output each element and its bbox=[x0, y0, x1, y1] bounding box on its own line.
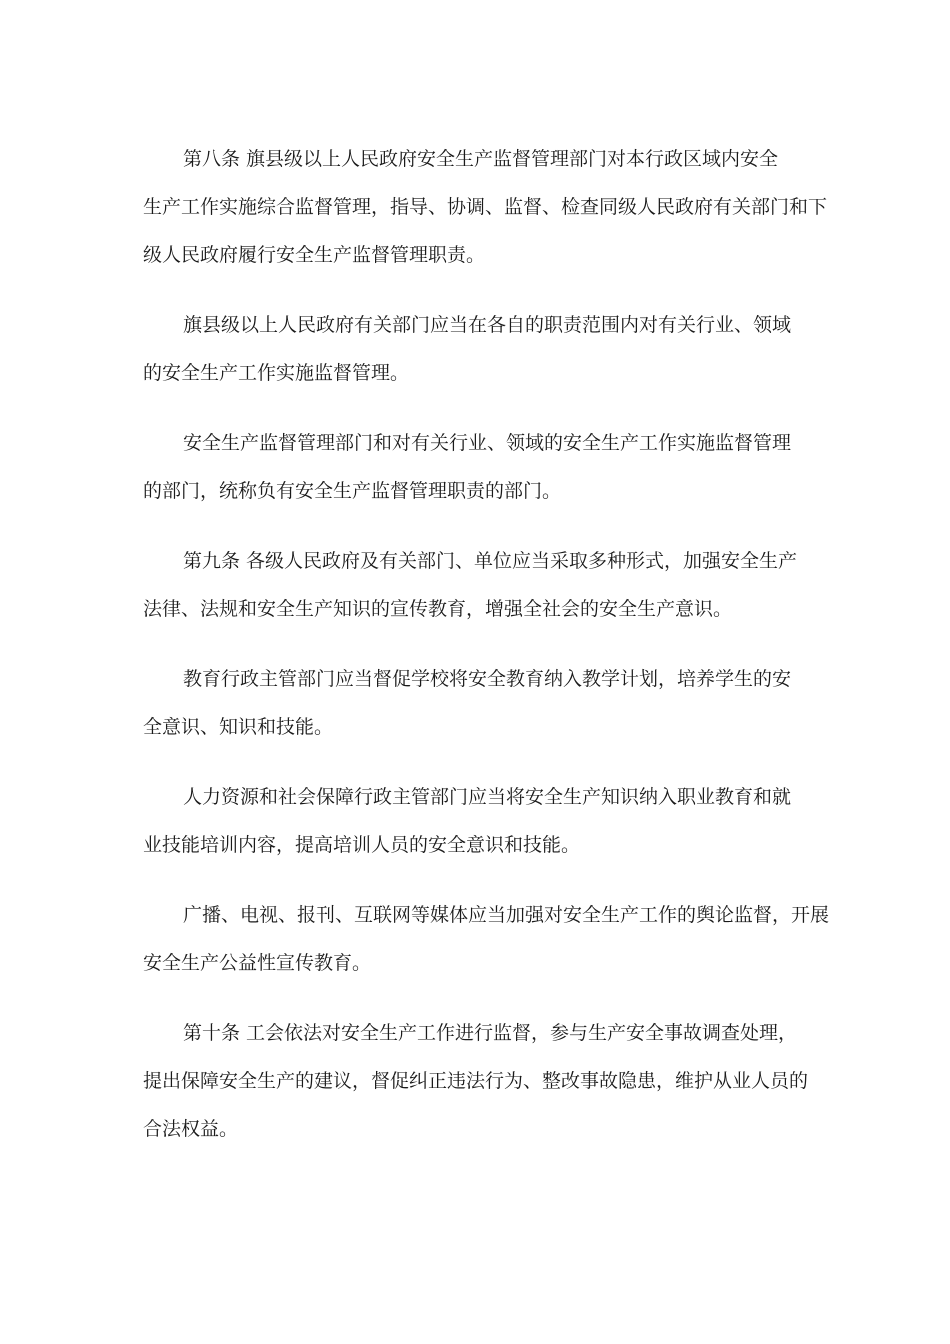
text-line: 第九条 各级人民政府及有关部门、单位应当采取多种形式，加强安全生产 bbox=[183, 550, 798, 572]
text-line: 第十条 工会依法对安全生产工作进行监督，参与生产安全事故调查处理， bbox=[183, 1022, 798, 1044]
text-line: 级人民政府履行安全生产监督管理职责。 bbox=[143, 244, 486, 266]
text-line: 法律、法规和安全生产知识的宣传教育，增强全社会的安全生产意识。 bbox=[143, 598, 733, 620]
text-line: 人力资源和社会保障行政主管部门应当将安全生产知识纳入职业教育和就 bbox=[183, 786, 792, 808]
paragraph-article-9 bbox=[143, 537, 810, 633]
text-line: 广播、电视、报刊、互联网等媒体应当加强对安全生产工作的舆论监督，开展 bbox=[183, 904, 830, 926]
text-line: 第八条 旗县级以上人民政府安全生产监督管理部门对本行政区域内安全 bbox=[183, 148, 779, 170]
paragraph bbox=[143, 655, 810, 751]
paragraph bbox=[143, 891, 830, 987]
text-line: 的安全生产工作实施监督管理。 bbox=[143, 362, 410, 384]
text-line: 教育行政主管部门应当督促学校将安全教育纳入教学计划，培养学生的安 bbox=[183, 668, 792, 690]
paragraph-article-8 bbox=[143, 135, 828, 279]
text-line: 合法权益。 bbox=[143, 1118, 239, 1140]
paragraph bbox=[143, 419, 810, 515]
text-line: 业技能培训内容，提高培训人员的安全意识和技能。 bbox=[143, 834, 581, 856]
paragraph bbox=[143, 301, 810, 397]
text-line: 生产工作实施综合监督管理，指导、协调、监督、检查同级人民政府有关部门和下 bbox=[143, 196, 828, 218]
text-line: 旗县级以上人民政府有关部门应当在各自的职责范围内对有关行业、领域 bbox=[183, 314, 792, 336]
text-line: 安全生产监督管理部门和对有关行业、领域的安全生产工作实施监督管理 bbox=[183, 432, 792, 454]
paragraph bbox=[143, 773, 810, 869]
text-line: 全意识、知识和技能。 bbox=[143, 716, 334, 738]
text-line: 的部门，统称负有安全生产监督管理职责的部门。 bbox=[143, 480, 562, 502]
paragraph-article-10 bbox=[143, 1009, 810, 1153]
text-line: 提出保障安全生产的建议，督促纠正违法行为、整改事故隐患，维护从业人员的 bbox=[143, 1070, 809, 1092]
text-line: 安全生产公益性宣传教育。 bbox=[143, 952, 372, 974]
